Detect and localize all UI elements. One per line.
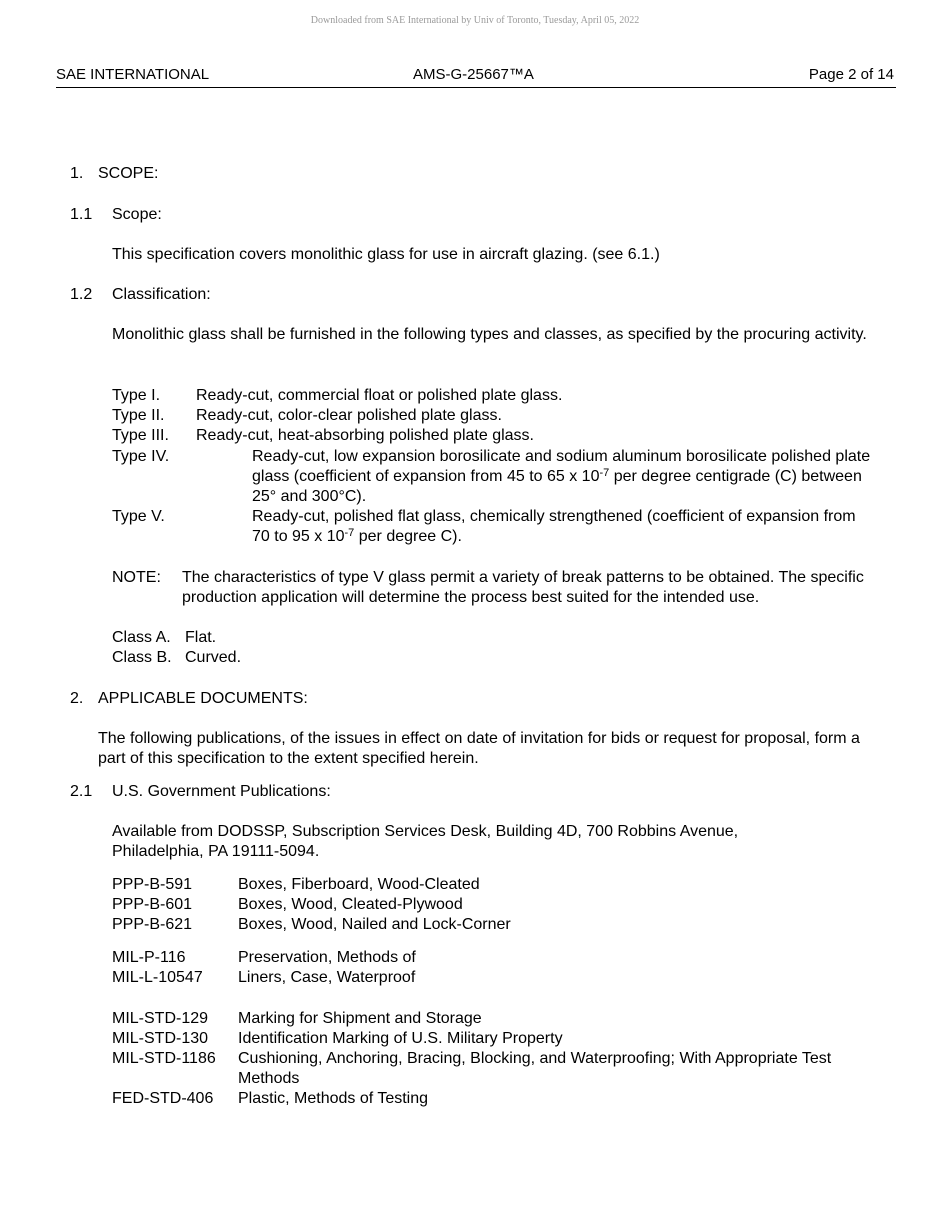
class-b-label: Class B. xyxy=(112,649,172,666)
doc-title: Cushioning, Anchoring, Bracing, Blocking, and Waterproofing; With Appropriate Test Methods xyxy=(238,1050,832,1087)
note-text: The characteristics of type V glass permit a variety of break patterns to be obtained. The specific production application will determine the process best suited for the intended use. xyxy=(182,569,864,606)
type-4-exponent: -7 xyxy=(599,467,610,479)
section-1-1-title: Scope: xyxy=(112,206,162,223)
type-5-text xyxy=(252,507,872,547)
header-page-number: Page 2 of 14 xyxy=(808,66,894,83)
doc-code: MIL-STD-130 xyxy=(112,1030,209,1047)
type-2-text: Ready-cut, color-clear polished plate glass. xyxy=(196,407,502,424)
doc-code: PPP-B-601 xyxy=(112,896,193,913)
section-1-number: 1. xyxy=(70,165,84,182)
doc-code: MIL-P-116 xyxy=(112,949,186,966)
doc-title: Boxes, Wood, Cleated-Plywood xyxy=(238,896,463,913)
doc-code: MIL-STD-1186 xyxy=(112,1050,216,1067)
section-1-1-number: 1.1 xyxy=(70,206,93,223)
note-label: NOTE: xyxy=(112,569,161,586)
doc-code: PPP-B-621 xyxy=(112,916,193,933)
type-5-text-b: per degree C). xyxy=(354,528,462,545)
doc-code: PPP-B-591 xyxy=(112,876,193,893)
doc-title: Boxes, Fiberboard, Wood-Cleated xyxy=(238,876,480,893)
type-4-text-a: Ready-cut, low expansion borosilicate and sodium aluminum borosilicate polished plate glass (coefficient of expansion from 45 to 65 x 10 xyxy=(252,448,871,485)
class-b-text: Curved. xyxy=(185,649,242,666)
doc-title: Marking for Shipment and Storage xyxy=(238,1010,482,1027)
section-2-number: 2. xyxy=(70,690,84,707)
type-4-text xyxy=(252,447,872,507)
doc-title: Boxes, Wood, Nailed and Lock-Corner xyxy=(238,916,511,933)
type-4-label: Type IV. xyxy=(112,448,170,465)
doc-code: FED-STD-406 xyxy=(112,1090,214,1107)
type-5-exponent: -7 xyxy=(344,527,355,539)
doc-title: Identification Marking of U.S. Military Property xyxy=(238,1030,563,1047)
section-1-title: SCOPE: xyxy=(98,165,159,182)
doc-title: Preservation, Methods of xyxy=(238,949,416,966)
type-5-text-a: Ready-cut, polished flat glass, chemically strengthened (coefficient of expansion from 70 to 95 x 10 xyxy=(252,508,856,545)
section-2-1-body: Available from DODSSP, Subscription Services Desk, Building 4D, 700 Robbins Avenue, Philadelphia, PA 19111-5094. xyxy=(112,823,739,860)
section-2-1-number: 2.1 xyxy=(70,783,93,800)
section-2-title: APPLICABLE DOCUMENTS: xyxy=(98,690,308,707)
type-5-label: Type V. xyxy=(112,508,165,525)
type-1-label: Type I. xyxy=(112,387,161,404)
header-org: SAE INTERNATIONAL xyxy=(56,66,210,83)
doc-code: MIL-L-10547 xyxy=(112,969,203,986)
header-doc-number: AMS-G-25667™A xyxy=(413,66,534,83)
type-1-text: Ready-cut, commercial float or polished plate glass. xyxy=(196,387,563,404)
class-a-text: Flat. xyxy=(185,629,217,646)
type-3-label: Type III. xyxy=(112,427,169,444)
download-watermark: Downloaded from SAE International by Univ of Toronto, Tuesday, April 05, 2022 xyxy=(310,15,640,26)
type-2-label: Type II. xyxy=(112,407,165,424)
section-1-2-number: 1.2 xyxy=(70,286,93,303)
type-3-text: Ready-cut, heat-absorbing polished plate glass. xyxy=(196,427,534,444)
doc-title: Liners, Case, Waterproof xyxy=(238,969,416,986)
class-a-label: Class A. xyxy=(112,629,171,646)
section-1-2-title: Classification: xyxy=(112,286,211,303)
section-1-1-body: This specification covers monolithic glass for use in aircraft glazing. (see 6.1.) xyxy=(112,246,660,263)
doc-title: Plastic, Methods of Testing xyxy=(238,1090,429,1107)
section-2-1-title: U.S. Government Publications: xyxy=(112,783,331,800)
doc-code: MIL-STD-129 xyxy=(112,1010,209,1027)
type-4-text-b: per degree centigrade (C) between 25° and 300°C). xyxy=(252,468,862,505)
section-2-body: The following publications, of the issues in effect on date of invitation for bids or request for proposal, form a part of this specification to the extent specified herein. xyxy=(98,730,860,767)
header-rule xyxy=(56,87,896,88)
section-1-2-body: Monolithic glass shall be furnished in the following types and classes, as specified by the procuring activity. xyxy=(112,326,867,343)
